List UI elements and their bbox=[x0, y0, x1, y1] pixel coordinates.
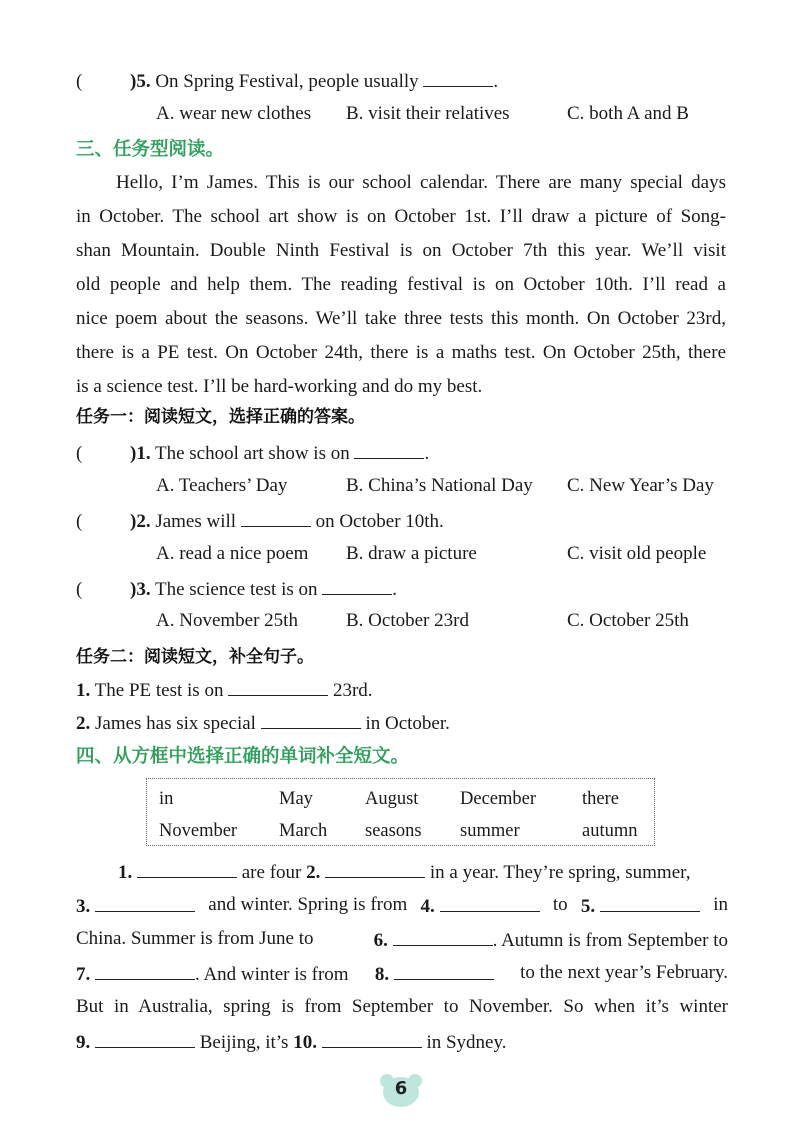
cloze-seg bbox=[76, 961, 349, 987]
item-text-end: in October. bbox=[365, 713, 450, 734]
answer-blank[interactable] bbox=[393, 927, 493, 946]
task1-question-3 bbox=[76, 576, 397, 602]
answer-blank[interactable] bbox=[95, 893, 195, 912]
task-1-heading: 任务一：阅读短文，选择正确的答案。 bbox=[76, 407, 365, 427]
answer-blank[interactable] bbox=[241, 508, 311, 527]
page-number-badge bbox=[378, 1072, 424, 1108]
passage-line: in October. The school art show is on October 1st. I’ll draw a picture of Song- bbox=[76, 206, 726, 227]
question-number: )1. bbox=[130, 443, 151, 464]
option-a[interactable]: A. read a nice poem bbox=[156, 543, 309, 564]
cloze-seg bbox=[375, 961, 494, 987]
cloze-line-6 bbox=[76, 1029, 506, 1055]
blank-number: 3. bbox=[76, 896, 91, 917]
task2-item-2 bbox=[76, 710, 450, 736]
reading-passage bbox=[76, 166, 726, 404]
blank-number: 4. bbox=[420, 896, 435, 917]
cloze-seg bbox=[581, 893, 700, 919]
task1-question-1 bbox=[76, 440, 429, 466]
option-a[interactable]: A. Teachers’ Day bbox=[156, 475, 288, 496]
answer-blank[interactable] bbox=[322, 576, 392, 595]
blank-number: 2. bbox=[306, 862, 321, 883]
cloze-text: to the next year’s February. bbox=[520, 962, 728, 983]
word-bank-word: August bbox=[365, 789, 419, 809]
cloze-line-4 bbox=[76, 961, 728, 987]
word-bank-word: there bbox=[582, 789, 619, 809]
cloze-text: in Sydney. bbox=[426, 1032, 507, 1053]
cloze-seg bbox=[421, 893, 540, 919]
item-number: 2. bbox=[76, 713, 91, 734]
option-c[interactable]: C. New Year’s Day bbox=[567, 475, 714, 496]
item-text: James has six special bbox=[95, 713, 256, 734]
option-a[interactable]: A. November 25th bbox=[156, 610, 298, 631]
cloze-line-2 bbox=[76, 893, 728, 919]
answer-blank[interactable] bbox=[137, 859, 237, 878]
blank-number: 10. bbox=[293, 1032, 317, 1053]
question-stem: The school art show is on bbox=[155, 443, 350, 464]
cloze-text: in a year. They’re spring, summer, bbox=[429, 862, 691, 883]
answer-blank[interactable] bbox=[95, 961, 195, 980]
punct: . bbox=[493, 71, 499, 92]
option-b[interactable]: B. China’s National Day bbox=[346, 475, 533, 496]
question-number: )5. bbox=[130, 71, 151, 92]
word-bank-word: seasons bbox=[365, 821, 422, 841]
page-number: 6 bbox=[394, 1078, 408, 1099]
answer-blank[interactable] bbox=[322, 1029, 422, 1048]
passage-line: shan Mountain. Double Ninth Festival is on October 7th this year. We’ll visit bbox=[76, 240, 726, 261]
option-c[interactable]: C. both A and B bbox=[567, 103, 689, 124]
question-number: )2. bbox=[130, 511, 151, 532]
option-c[interactable]: C. visit old people bbox=[567, 543, 707, 564]
question-5 bbox=[76, 68, 498, 94]
answer-blank[interactable] bbox=[95, 1029, 195, 1048]
answer-paren[interactable]: ( bbox=[76, 443, 83, 464]
question-stem-end: on October 10th. bbox=[315, 511, 444, 532]
cloze-line-3 bbox=[76, 927, 728, 953]
task1-question-2 bbox=[76, 508, 444, 534]
passage-line: there is a PE test. On October 24th, there is a maths test. On October 25th, there bbox=[76, 342, 726, 363]
option-b[interactable]: B. visit their relatives bbox=[346, 103, 510, 124]
answer-paren[interactable]: ( bbox=[76, 511, 83, 532]
blank-number: 1. bbox=[118, 862, 133, 883]
question-number: )3. bbox=[130, 579, 151, 600]
cloze-seg bbox=[76, 893, 195, 919]
word-bank-word: autumn bbox=[582, 821, 638, 841]
option-b[interactable]: B. October 23rd bbox=[346, 610, 469, 631]
cloze-text: . Autumn is from September to bbox=[492, 930, 728, 951]
option-b[interactable]: B. draw a picture bbox=[346, 543, 477, 564]
question-stem: The science test is on bbox=[155, 579, 318, 600]
item-number: 1. bbox=[76, 680, 91, 701]
task2-item-1 bbox=[76, 677, 373, 703]
cloze-seg bbox=[374, 927, 728, 953]
cloze-text: China. Summer is from June to bbox=[76, 928, 314, 949]
word-bank-word: December bbox=[460, 789, 537, 809]
section-4-heading: 四、从方框中选择正确的单词补全短文。 bbox=[76, 746, 410, 767]
blank-number: 6. bbox=[373, 930, 388, 951]
answer-blank[interactable] bbox=[600, 893, 700, 912]
blank-number: 9. bbox=[76, 1032, 91, 1053]
cloze-line-1 bbox=[118, 859, 690, 885]
passage-line: nice poem about the seasons. We’ll take three tests this month. On October 23rd, bbox=[76, 308, 726, 329]
cloze-text: Beijing, it’s bbox=[199, 1032, 289, 1053]
blank-number: 8. bbox=[374, 964, 390, 985]
answer-blank[interactable] bbox=[394, 961, 494, 980]
passage-line: Hello, I’m James. This is our school calendar. There are many special days bbox=[116, 172, 726, 193]
answer-paren[interactable]: ( bbox=[76, 71, 83, 92]
cloze-text: and winter. Spring is from bbox=[208, 894, 408, 915]
word-bank-word: May bbox=[279, 789, 313, 809]
question-stem: On Spring Festival, people usually bbox=[155, 71, 419, 92]
blank-number: 5. bbox=[580, 896, 596, 917]
option-c[interactable]: C. October 25th bbox=[567, 610, 689, 631]
answer-blank[interactable] bbox=[440, 893, 540, 912]
cloze-text: . And winter is from bbox=[195, 964, 349, 985]
cloze-text: in bbox=[713, 894, 728, 915]
item-text: The PE test is on bbox=[94, 680, 224, 701]
cloze-line-5: But in Australia, spring is from September to November. So when it’s winter bbox=[76, 996, 728, 1017]
cloze-text: are four bbox=[241, 862, 302, 883]
answer-blank[interactable] bbox=[228, 677, 328, 696]
word-bank-word: summer bbox=[460, 821, 520, 841]
answer-blank[interactable] bbox=[261, 710, 361, 729]
cloze-text: to bbox=[552, 894, 568, 915]
answer-blank[interactable] bbox=[423, 68, 493, 87]
word-bank-word: November bbox=[159, 821, 238, 841]
item-text-end: 23rd. bbox=[332, 680, 373, 701]
answer-blank[interactable] bbox=[354, 440, 424, 459]
question-stem: James will bbox=[155, 511, 237, 532]
word-bank-word: March bbox=[279, 821, 328, 841]
word-bank-word: in bbox=[159, 789, 174, 809]
punct: . bbox=[392, 579, 398, 600]
passage-line: is a science test. I’ll be hard-working and do my best. bbox=[76, 376, 483, 397]
answer-blank[interactable] bbox=[325, 859, 425, 878]
passage-line: old people and help them. The reading festival is on October 10th. I’ll read a bbox=[76, 274, 726, 295]
task-2-heading: 任务二：阅读短文，补全句子。 bbox=[76, 647, 314, 667]
answer-paren[interactable]: ( bbox=[76, 579, 83, 600]
section-3-heading: 三、任务型阅读。 bbox=[76, 139, 225, 160]
blank-number: 7. bbox=[76, 964, 91, 985]
word-bank-box bbox=[146, 778, 655, 846]
option-a[interactable]: A. wear new clothes bbox=[156, 103, 312, 124]
punct: . bbox=[424, 443, 430, 464]
